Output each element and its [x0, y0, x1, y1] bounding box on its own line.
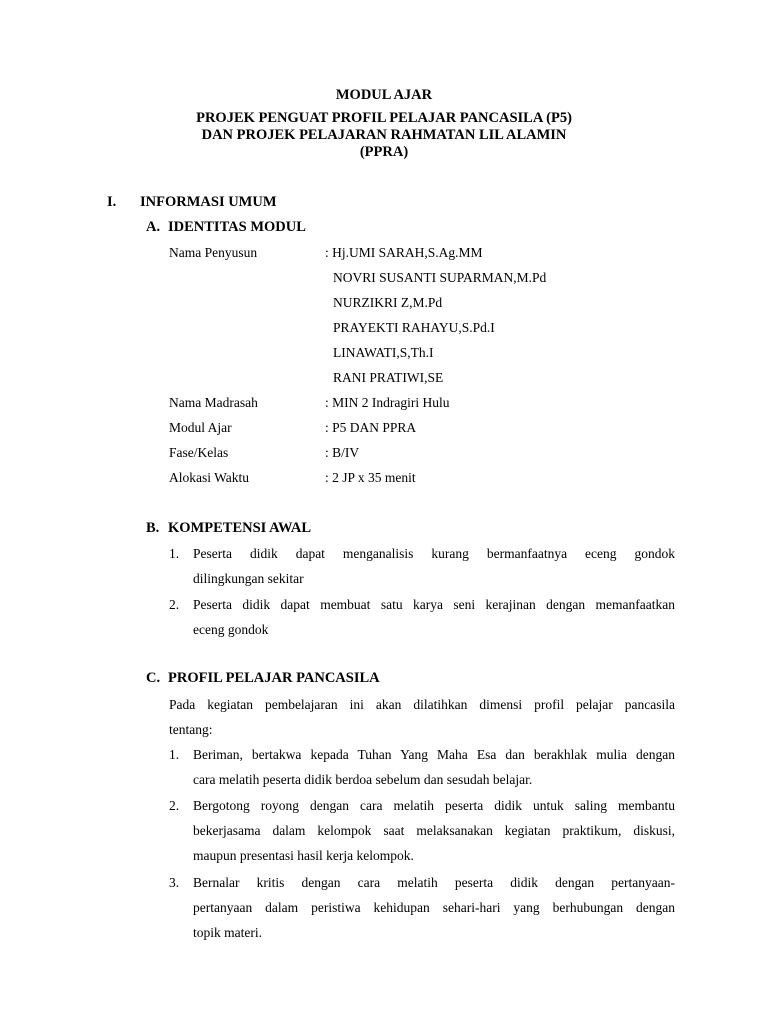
subtitle-line: (PPRA): [359, 144, 409, 160]
identity-value: : P5 DAN PPRA: [325, 420, 417, 435]
intro-paragraph: [169, 692, 675, 742]
subsection-title: KOMPETENSI AWAL: [168, 520, 312, 536]
list-line: dilingkungan sekitar: [193, 571, 304, 586]
list-line: maupun presentasi hasil kerja kelompok.: [193, 848, 414, 863]
subsection-heading-a: [146, 219, 306, 236]
identity-value: NOVRI SUSANTI SUPARMAN,M.Pd: [333, 270, 547, 285]
section-title: INFORMASI UMUM: [140, 194, 277, 210]
list-line: topik materi.: [193, 925, 262, 940]
subtitle-line: PROJEK PENGUAT PROFIL PELAJAR PANCASILA (P5): [196, 110, 572, 126]
identity-value: : Hj.UMI SARAH,S.Ag.MM: [325, 245, 483, 260]
list-number: 1.: [169, 546, 180, 561]
list-line: Bergotong royong dengan cara melatih peserta didik untuk saling membantu: [193, 798, 675, 813]
list-line: cara melatih peserta didik berdoa sebelum dan sesudah belajar.: [193, 772, 533, 787]
identity-value: : 2 JP x 35 menit: [325, 470, 416, 485]
subsection-heading-b: [146, 520, 311, 537]
subtitle-line: DAN PROJEK PELAJARAN RAHMATAN LIL ALAMIN: [201, 127, 567, 143]
list-line: pertanyaan dalam peristiwa kehidupan sehari-hari yang berhubungan dengan: [193, 900, 675, 915]
list-item: [169, 793, 675, 868]
list-item: [169, 541, 675, 591]
subsection-title: PROFIL PELAJAR PANCASILA: [168, 670, 380, 686]
document-title: MODUL AJAR: [335, 87, 433, 103]
list-line: Peserta didik dapat menganalisis kurang bermanfaatnya eceng gondok: [193, 546, 675, 561]
list-number: 3.: [169, 875, 180, 890]
identity-value: PRAYEKTI RAHAYU,S.Pd.I: [333, 320, 495, 335]
subsection-heading-c: [146, 670, 380, 687]
document-subtitle: [0, 110, 768, 161]
list-item: [169, 742, 675, 792]
identity-value: LINAWATI,S,Th.I: [333, 345, 434, 360]
list-line: eceng gondok: [193, 622, 269, 637]
list-item: [169, 870, 675, 945]
list-number: 2.: [169, 798, 180, 813]
identity-label: Nama Penyusun: [169, 245, 258, 260]
identity-value: : B/IV: [325, 445, 360, 460]
list-line: Peserta didik dapat membuat satu karya seni kerajinan dengan memanfaatkan: [193, 597, 675, 612]
list-line: Beriman, bertakwa kepada Tuhan Yang Maha Esa dan berakhlak mulia dengan: [193, 747, 675, 762]
list-line: bekerjasama dalam kelompok saat melaksanakan kegiatan praktikum, diskusi,: [193, 823, 675, 838]
list-item: [169, 592, 675, 642]
list-number: 1.: [169, 747, 180, 762]
list-number: 2.: [169, 597, 180, 612]
subsection-letter: A.: [146, 219, 161, 235]
identity-label: Fase/Kelas: [169, 445, 229, 460]
identity-label: Alokasi Waktu: [169, 470, 250, 485]
identity-label: Nama Madrasah: [169, 395, 258, 410]
list-line: Bernalar kritis dengan cara melatih peserta didik dengan pertanyaan-: [193, 875, 675, 890]
paragraph-line: Pada kegiatan pembelajaran ini akan dilatihkan dimensi profil pelajar pancasila: [169, 697, 675, 712]
identity-value: : MIN 2 Indragiri Hulu: [325, 395, 450, 410]
subsection-title: IDENTITAS MODUL: [168, 219, 306, 235]
subsection-letter: C.: [146, 670, 161, 686]
identity-value: NURZIKRI Z,M.Pd: [333, 295, 443, 310]
identity-label: Modul Ajar: [169, 420, 232, 435]
identity-value: RANI PRATIWI,SE: [333, 370, 444, 385]
section-number: I.: [107, 194, 117, 210]
paragraph-line: tentang:: [169, 722, 213, 737]
subsection-letter: B.: [146, 520, 160, 536]
